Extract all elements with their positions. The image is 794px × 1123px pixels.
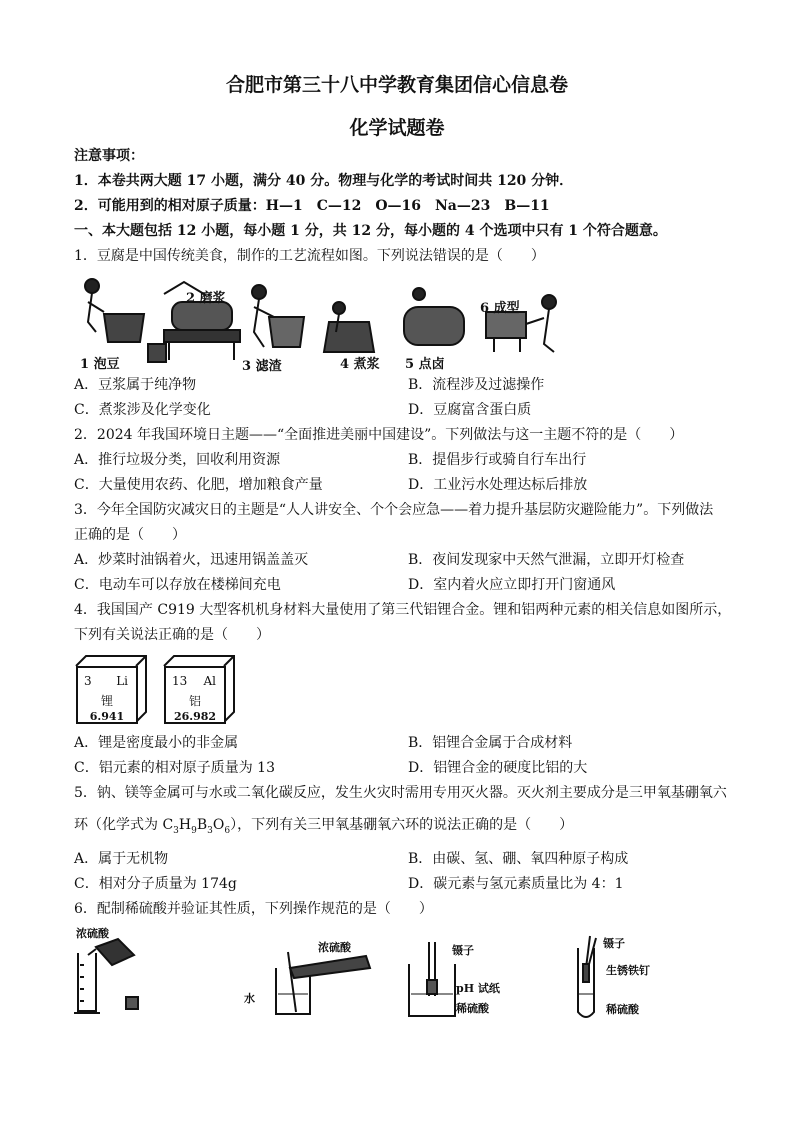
q3-stem-line-2: 正确的是（ ） xyxy=(74,527,186,543)
q1-option-c: C．煮浆涉及化学变化 xyxy=(74,402,211,418)
q6-figure-d-label-dilute-acid: 稀硫酸 xyxy=(606,1003,639,1016)
q4-option-b: B．铝锂合金属于合成材料 xyxy=(408,735,573,751)
q5-stem-line-1: 5．钠、镁等金属可与水或二氧化碳反应，发生火灾时需用专用灭火器。灭火剂主要成分是三甲氧基硼氧六 xyxy=(74,785,727,801)
element-card-aluminium xyxy=(164,666,226,724)
q6-stem: 6．配制稀硫酸并验证其性质，下列操作规范的是（ ） xyxy=(74,901,433,917)
q4-stem-line-1: 4．我国国产 C919 大型客机机身材料大量使用了第三代铝锂合金。锂和铝两种元素的相关信息如图所示， xyxy=(74,602,732,618)
lithium-name: 锂 xyxy=(100,694,113,708)
q1-step-2: 2 磨浆 xyxy=(186,291,226,306)
q6-figure-d-label-rusty-nail: 生锈铁钉 xyxy=(606,964,650,977)
q6-figure-a-label: 浓硫酸 xyxy=(76,927,109,940)
q1-option-a: A．豆浆属于纯净物 xyxy=(74,377,197,393)
q6-figure-c-label-dilute-acid: 稀硫酸 xyxy=(456,1002,489,1015)
q6-figure-c-label-tweezers: 镊子 xyxy=(452,944,474,957)
q6-figure-b-label-water: 水 xyxy=(244,992,255,1005)
q5-stem-line-2: 环（化学式为 $C_3H_9B_3O_6$），下列有关三甲氧基硼氧六环的说法正确的是（ ） xyxy=(74,817,574,836)
q4-option-a: A．锂是密度最小的非金属 xyxy=(74,735,239,751)
q1-stem: 1．豆腐是中国传统美食，制作的工艺流程如图。下列说法错误的是（ ） xyxy=(74,248,545,264)
q1-option-b: B．流程涉及过滤操作 xyxy=(408,377,545,393)
q3-stem-line-1: 3．今年全国防灾减灾日的主题是“人人讲安全、个个会应急——着力提升基层防灾避险能力”。下列做法 xyxy=(74,502,714,518)
q5-option-b: B．由碳、氢、硼、氧四种原子构成 xyxy=(408,851,629,867)
aluminium-symbol: Al xyxy=(203,674,216,688)
aluminium-name: 铝 xyxy=(188,694,201,708)
q3-option-d: D．室内着火应立即打开门窗通风 xyxy=(408,577,616,593)
q2-option-a: A．推行垃圾分类，回收利用资源 xyxy=(74,452,281,468)
q3-option-b: B．夜间发现家中天然气泄漏，立即开灯检查 xyxy=(408,552,685,568)
notes-item-1: 1．本卷共两大题 17 小题，满分 40 分。物理与化学的考试时间共 120 分钟． xyxy=(74,173,574,189)
q1-step-4: 4 煮浆 xyxy=(340,357,380,372)
q6-figure-c-label-ph-paper: pH 试纸 xyxy=(456,982,500,995)
q1-step-5: 5 点卤 xyxy=(405,357,445,372)
q5-option-d: D．碳元素与氢元素质量比为 4：1 xyxy=(408,876,624,892)
aluminium-mass: 26.982 xyxy=(173,710,217,723)
q6-figure-d-label-tweezers: 镊子 xyxy=(603,937,625,950)
q4-option-d: D．铝锂合金的硬度比铝的大 xyxy=(408,760,588,776)
aluminium-atomic-number: 13 xyxy=(172,674,188,688)
lithium-symbol: Li xyxy=(116,674,128,688)
q2-option-b: B．提倡步行或骑自行车出行 xyxy=(408,452,587,468)
q1-step-1: 1 泡豆 xyxy=(80,357,120,372)
q6-figure-b-label-acid: 浓硫酸 xyxy=(318,941,351,954)
q3-option-a: A．炒菜时油锅着火，迅速用锅盖盖灭 xyxy=(74,552,309,568)
q1-option-d: D．豆腐富含蛋白质 xyxy=(408,402,532,418)
q2-option-d: D．工业污水处理达标后排放 xyxy=(408,477,588,493)
q3-option-c: C．电动车可以存放在楼梯间充电 xyxy=(74,577,281,593)
element-card-lithium xyxy=(76,666,138,724)
section-1-heading: 一、本大题包括 12 小题，每小题 1 分，共 12 分，每小题的 4 个选项中只有 1 个符合题意。 xyxy=(74,223,667,239)
q1-step-3: 3 滤渣 xyxy=(242,359,282,374)
q5-option-c: C．相对分子质量为 174g xyxy=(74,876,237,892)
exam-subtitle: 化学试题卷 xyxy=(349,117,445,139)
q2-stem: 2．2024 年我国环境日主题——“全面推进美丽中国建设”。下列做法与这一主题不符的是（ ） xyxy=(74,427,684,443)
q4-option-c: C．铝元素的相对原子质量为 13 xyxy=(74,760,275,776)
lithium-mass: 6.941 xyxy=(89,710,125,723)
notes-item-2: 2．可能用到的相对原子质量：H—1 C—12 O—16 Na—23 B—11 xyxy=(74,198,550,214)
q2-option-c: C．大量使用农药、化肥，增加粮食产量 xyxy=(74,477,323,493)
exam-title: 合肥市第三十八中学教育集团信心信息卷 xyxy=(225,74,568,96)
q4-stem-line-2: 下列有关说法正确的是（ ） xyxy=(74,627,270,643)
lithium-atomic-number: 3 xyxy=(84,674,92,688)
tofu-process-illustration xyxy=(74,272,574,372)
q1-step-6: 6 成型 xyxy=(480,301,520,316)
q5-option-a: A．属于无机物 xyxy=(74,851,169,867)
notes-heading: 注意事项： xyxy=(74,148,144,164)
q6-figure-b xyxy=(240,938,380,1018)
